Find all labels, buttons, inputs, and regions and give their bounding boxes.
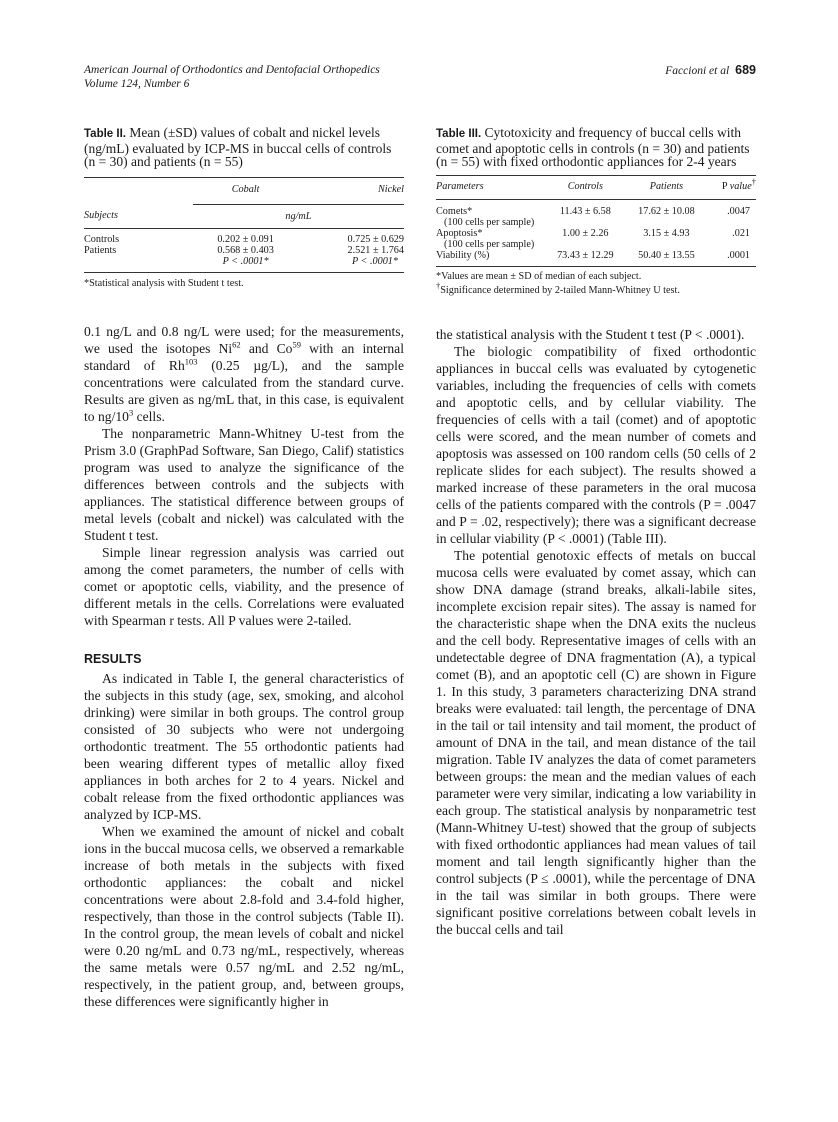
running-header-journal (84, 63, 380, 91)
author-line: Faccioni et al (665, 65, 730, 77)
table2-col-nickel: Nickel (377, 183, 404, 195)
paragraph: 0.1 ng/L and 0.8 ng/L were used; for the measurements, we used the isotopes Ni$^{62}$ and Co$^{59}$ with an internal standard of Rh$^{103}$ (0.25 µg/L), and the sample concentrations were calculated from the standard curve. Results are given as ng/mL that, in this case, is equivalent to $ng/10^3$ cells. (84, 324, 404, 424)
paragraph: When we examined the amount of nickel and cobalt ions in the buccal mucosa cells, we observed a remarkable increase of both metals in the subjects with fixed orthodontic appliances: the cobalt and nickel concentrations were about 2.8-fold and 3.4-fold higher, respectively, than those in the control subjects (Table II). In the control group, the mean levels of cobalt and nickel were 0.20 ng/mL and 0.73 ng/mL, respectively, whereas the same metals were 0.57 ng/mL and 2.52 ng/mL, respectively, in the patient group, and, between groups, these differences were significantly higher in (84, 824, 404, 1009)
table3-p-value: .0001 (727, 249, 750, 261)
right-body (436, 326, 756, 938)
table3-col-parameters: Parameters (436, 180, 484, 192)
table2-footnote: *Statistical analysis with Student t test. (84, 278, 244, 289)
section-heading-results: RESULTS (84, 652, 142, 666)
paragraph: The potential genotoxic effects of metals on buccal mucosa cells were evaluated by comet assay, which can show DNA damage (strand breaks, alkali-labile sites, incomplete excision repair sites). The assay is named for the characteristic shape when the DNA exits the nucleus and the cell body. Representative images of cells with an undetectable degree of DNA fragmentation (A), a typical comet (B), and an apoptotic cell (C) are shown in Figure 1. In this study, 3 parameters characterizing DNA strand breaks were evaluated: tail length, the percentage of DNA in the tail or tail intensity and tail moment, the product of amount of DNA in the tail, and mean distance of the tail migration. Table IV analyzes the data of comet parameters between groups: the mean and the median values of each parameter were very similar, indicating a low variability in each group. The statistical analysis by nonparametric test (Mann-Whitney U-test) showed that the group of subjects with fixed orthodontic appliances had mean values of tail moment and tail length significantly higher than the control subjects (P ≤ .0001), while the percentage of DNA in the tail was similar in both groups. There were significant positive correlations between cobalt levels in the buccal cells and tail (436, 547, 756, 937)
table3-footnote-2: †Significance determined by 2-tailed Mann-Whitney U test. (436, 280, 680, 296)
table3-label: Table III. (436, 128, 482, 140)
table3-p-value: .0047 (727, 205, 750, 217)
table3-param-sub: (100 cells per sample) (444, 238, 535, 250)
table2-caption-text: Mean (±SD) values of cobalt and nickel levels (ng/mL) evaluated by ICP-MS in buccal cells of controls (n = 30) and patients (n = 55) (84, 125, 392, 169)
paragraph: The nonparametric Mann-Whitney U-test from the Prism 3.0 (GraphPad Software, San Diego, Calif) statistics program was used to analyze the significance of the differences between controls and the subjects with appliances. The statistical difference between groups of metal levels (cobalt and nickel) was calculated with the Student t test. (84, 426, 404, 543)
table2-unit: ng/mL (193, 204, 404, 229)
table3-caption-text: Cytotoxicity and frequency of buccal cells with comet and apoptotic cells in controls (n = 30) and patients (n = 55) with fixed orthodontic appliances for 2-4 years (436, 125, 750, 169)
table3-footnotes (436, 270, 756, 298)
table2-cobalt-value: 0.568 ± 0.403 (217, 245, 274, 256)
table3-controls-value: 1.00 ± 2.26 (562, 227, 609, 239)
table3-controls-value: 73.43 ± 12.29 (557, 249, 614, 261)
table3-col-pvalue: P value† (721, 176, 756, 192)
table-row (436, 206, 756, 217)
left-body (84, 323, 404, 1010)
left-column (84, 126, 404, 1010)
table-row (84, 234, 404, 245)
table2-col-cobalt: Cobalt (231, 183, 260, 195)
table3-footnote-1: *Values are mean ± SD of median of each subject. (436, 270, 642, 282)
table3-patients-value: 50.40 ± 13.55 (638, 249, 695, 261)
table2-cobalt-value: 0.202 ± 0.091 (217, 234, 274, 245)
table3-controls-value: 11.43 ± 6.58 (559, 205, 611, 217)
table3-col-controls: Controls (567, 180, 603, 192)
paragraph: The biologic compatibility of fixed orthodontic appliances in buccal cells was evaluated by cytogenetic variables, including the frequencies of cells with comets and apoptotic cells, and by cellular viability. The frequencies of cells with a tail (comet) and of apoptotic cells were scored, and the mean number of comets and apoptosis was assessed on 100 random cells (50 cells of 2 replicate slides for each subject). The results showed a marked increase of these parameters in the oral mucosa cells of the patients compared with the controls (P = .0047 and P = .02, respectively); there was a significant decrease in cellular viability (P < .0001) (Table III). (436, 343, 756, 546)
table-row (436, 250, 756, 267)
paragraph: Simple linear regression analysis was carried out among the comet parameters, the number of cells with comet or apoptotic cells, viability, and the presence of different metals in the cells. Correlations were evaluated with Spearman r tests. All P values were 2-tailed. (84, 545, 404, 628)
journal-title: American Journal of Orthodontics and Dentofacial Orthopedics (84, 64, 380, 76)
table-row (84, 245, 404, 256)
table3-col-patients: Patients (649, 180, 684, 192)
table2-subject: Controls (84, 234, 120, 245)
page-number: 689 (735, 63, 756, 77)
table3-p-value: .021 (732, 227, 750, 239)
table2-label: Table II. (84, 128, 126, 140)
table3 (436, 175, 756, 270)
table3-patients-value: 17.62 ± 10.08 (638, 205, 695, 217)
table3-caption (436, 126, 756, 169)
table2 (84, 177, 404, 278)
running-header-right (665, 63, 756, 78)
table3-patients-value: 3.15 ± 4.93 (643, 227, 690, 239)
paragraph: As indicated in Table I, the general characteristics of the subjects in this study (age, sex, smoking, and alcohol drinking) were similar in both groups. The control group consisted of 30 subjects who were not undergoing orthodontic treatment. The 55 orthodontic patients had been wearing different types of metallic alloy fixed appliances in both arches for 2 to 4 years. Nickel and cobalt release from the fixed orthodontic appliances was analyzed by ICP-MS. (84, 671, 404, 822)
table3-param: Comets* (436, 205, 473, 217)
table2-caption (84, 126, 404, 169)
table2-p-cobalt: P < .0001* (222, 256, 269, 267)
journal-volume: Volume 124, Number 6 (84, 78, 190, 90)
paragraph: the statistical analysis with the Student t test (P < .0001). (436, 326, 745, 342)
table3-param: Viability (%) (436, 249, 490, 261)
table2-col-subjects: Subjects (84, 210, 118, 221)
table2-nickel-value: 0.725 ± 0.629 (347, 234, 404, 245)
table-row (436, 228, 756, 239)
table2-p-nickel: P < .0001* (351, 256, 398, 267)
table-row-pvalues (84, 256, 404, 273)
table3-param-sub: (100 cells per sample) (444, 216, 535, 228)
table3-param: Apoptosis* (436, 227, 483, 239)
right-column (436, 126, 756, 938)
table2-nickel-value: 2.521 ± 1.764 (347, 245, 404, 256)
table2-subject: Patients (84, 245, 117, 256)
